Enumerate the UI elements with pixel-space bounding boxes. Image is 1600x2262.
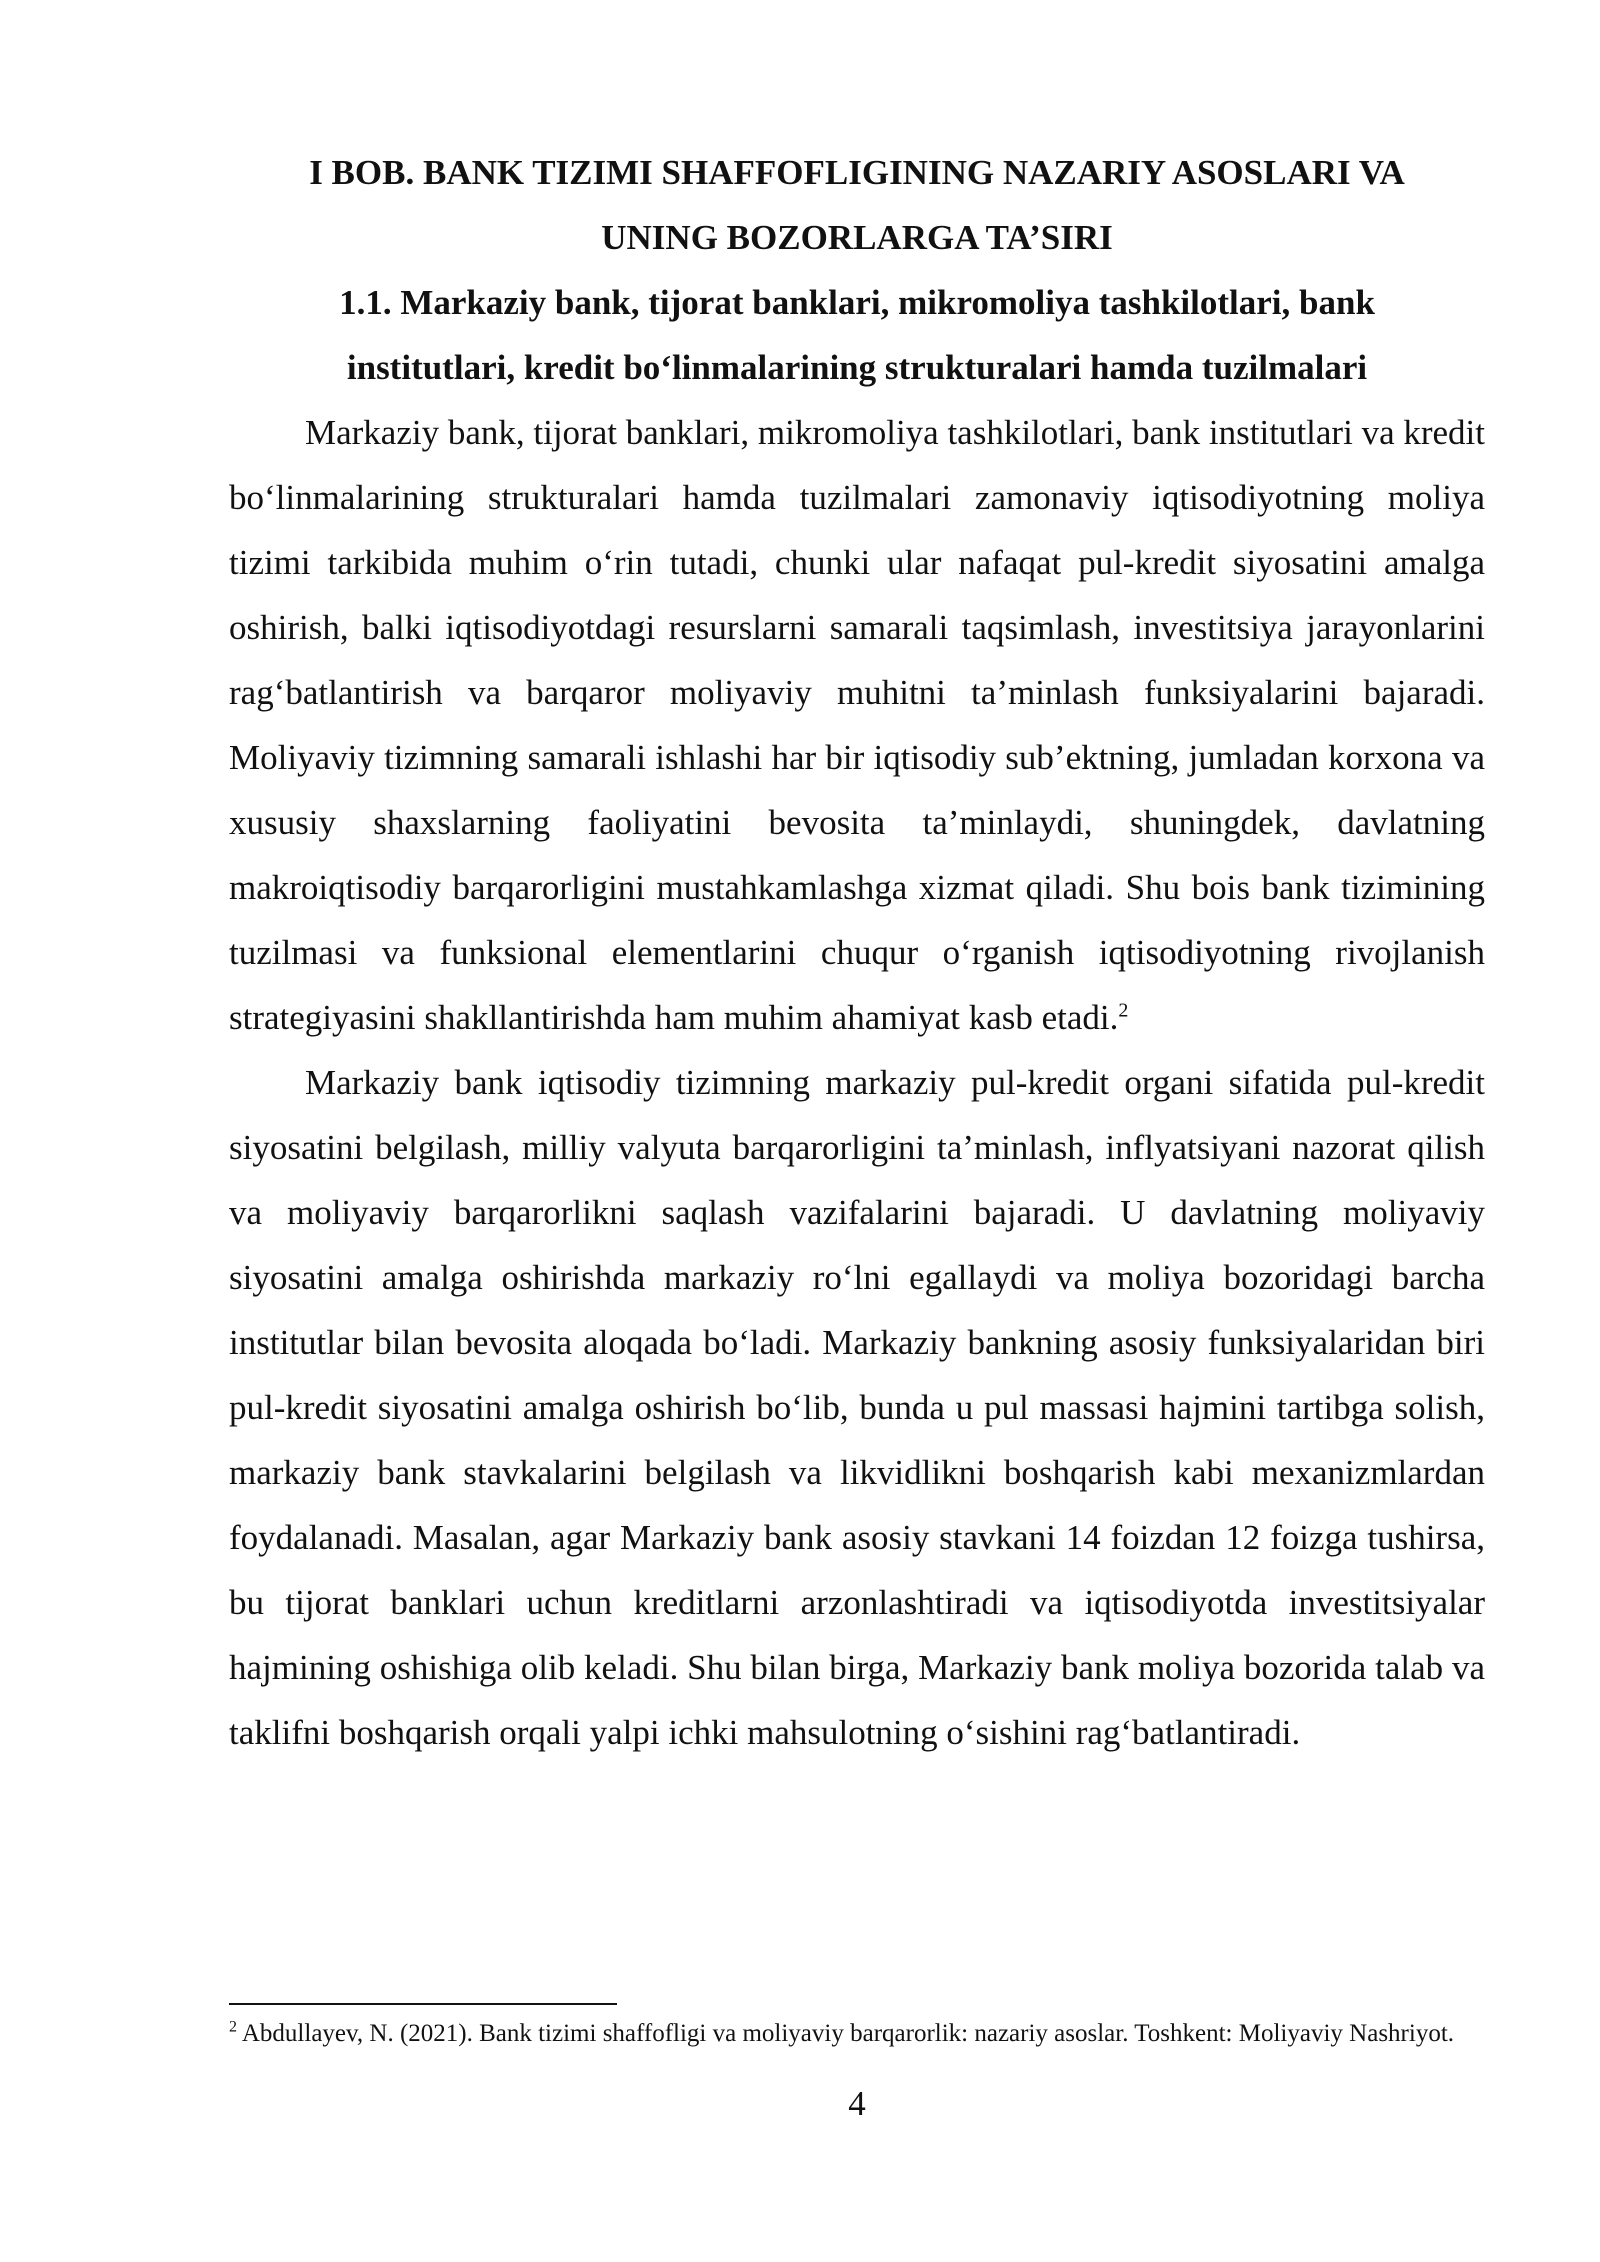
paragraph-2-text: Markaziy bank iqtisodiy tizimning markaziy pul-kredit organi sifatida pul-kredit siyosatini belgilash, milliy valyuta barqarorligini ta’minlash, inflyatsiyani nazorat qilish va moliyaviy barqarorlikni saqlash vazifalarini bajaradi. U davlatning moliyaviy siyosatini amalga oshirishda markaziy ro‘lni egallaydi va moliya bozoridagi barcha institutlar bilan bevosita aloqada bo‘ladi. Markaziy bankning asosiy funksiyalaridan biri pul-kredit siyosatini amalga oshirish bo‘lib, bunda u pul massasi hajmini tartibga solish, markaziy bank stavkalarini belgilash va likvidlikni boshqarish kabi mexanizmlardan foydalanadi. Masalan, agar Markaziy bank asosiy stavkani 14 foizdan 12 foizga tushirsa, bu tijorat banklari uchun kreditlarni arzonlashtiradi va iqtisodiyotda investitsiyalar hajmining oshishiga olib keladi. Shu bilan birga, Markaziy bank moliya bozorida talab va taklifni boshqarish orqali yalpi ichki mahsulotning o‘sishini rag‘batlantiradi.: [229, 1063, 1485, 1752]
chapter-title-line-2: UNING BOZORLARGA TA’SIRI: [601, 218, 1113, 257]
section-title-line-2: institutlari, kredit bo‘linmalarining strukturalari hamda tuzilmalari: [346, 348, 1368, 387]
page-number: 4: [848, 2084, 866, 2123]
section-title: [229, 270, 1485, 400]
chapter-title: [229, 140, 1485, 270]
footnote-reference: 2: [1118, 999, 1129, 1022]
page-body: [229, 140, 1485, 1765]
footnote-text: Abdullayev, N. (2021). Bank tizimi shaffofligi va moliyaviy barqarorlik: nazariy asoslar. Toshkent: Moliyaviy Nashriyot.: [241, 2020, 1455, 2047]
footnote-divider: [229, 2003, 617, 2005]
footnote-number: 2: [229, 2018, 237, 2036]
section-title-line-1: 1.1. Markaziy bank, tijorat banklari, mikromoliya tashkilotlari, bank: [339, 283, 1375, 322]
footnote: [229, 2018, 1485, 2050]
paragraph-1-text: Markaziy bank, tijorat banklari, mikromoliya tashkilotlari, bank institutlari va kredit bo‘linmalarining strukturalari hamda tuzilmalari zamonaviy iqtisodiyotning moliya tizimi tarkibida muhim o‘rin tutadi, chunki ular nafaqat pul-kredit siyosatini amalga oshirish, balki iqtisodiyotdagi resurslarni samarali taqsimlash, investitsiya jarayonlarini rag‘batlantirish va barqaror moliyaviy muhitni ta’minlash funksiyalarini bajaradi. Moliyaviy tizimning samarali ishlashi har bir iqtisodiy sub’ektning, jumladan korxona va xususiy shaxslarning faoliyatini bevosita ta’minlaydi, shuningdek, davlatning makroiqtisodiy barqarorligini mustahkamlashga xizmat qiladi. Shu bois bank tizimining tuzilmasi va funksional elementlarini chuqur o‘rganish iqtisodiyotning rivojlanish strategiyasini shakllantirishda ham muhim ahamiyat kasb etadi.: [229, 413, 1485, 1037]
paragraph-1: [229, 400, 1485, 1050]
paragraph-2: [229, 1050, 1485, 1765]
chapter-title-line-1: I BOB. BANK TIZIMI SHAFFOFLIGINING NAZARIY ASOSLARI VA: [309, 153, 1405, 192]
